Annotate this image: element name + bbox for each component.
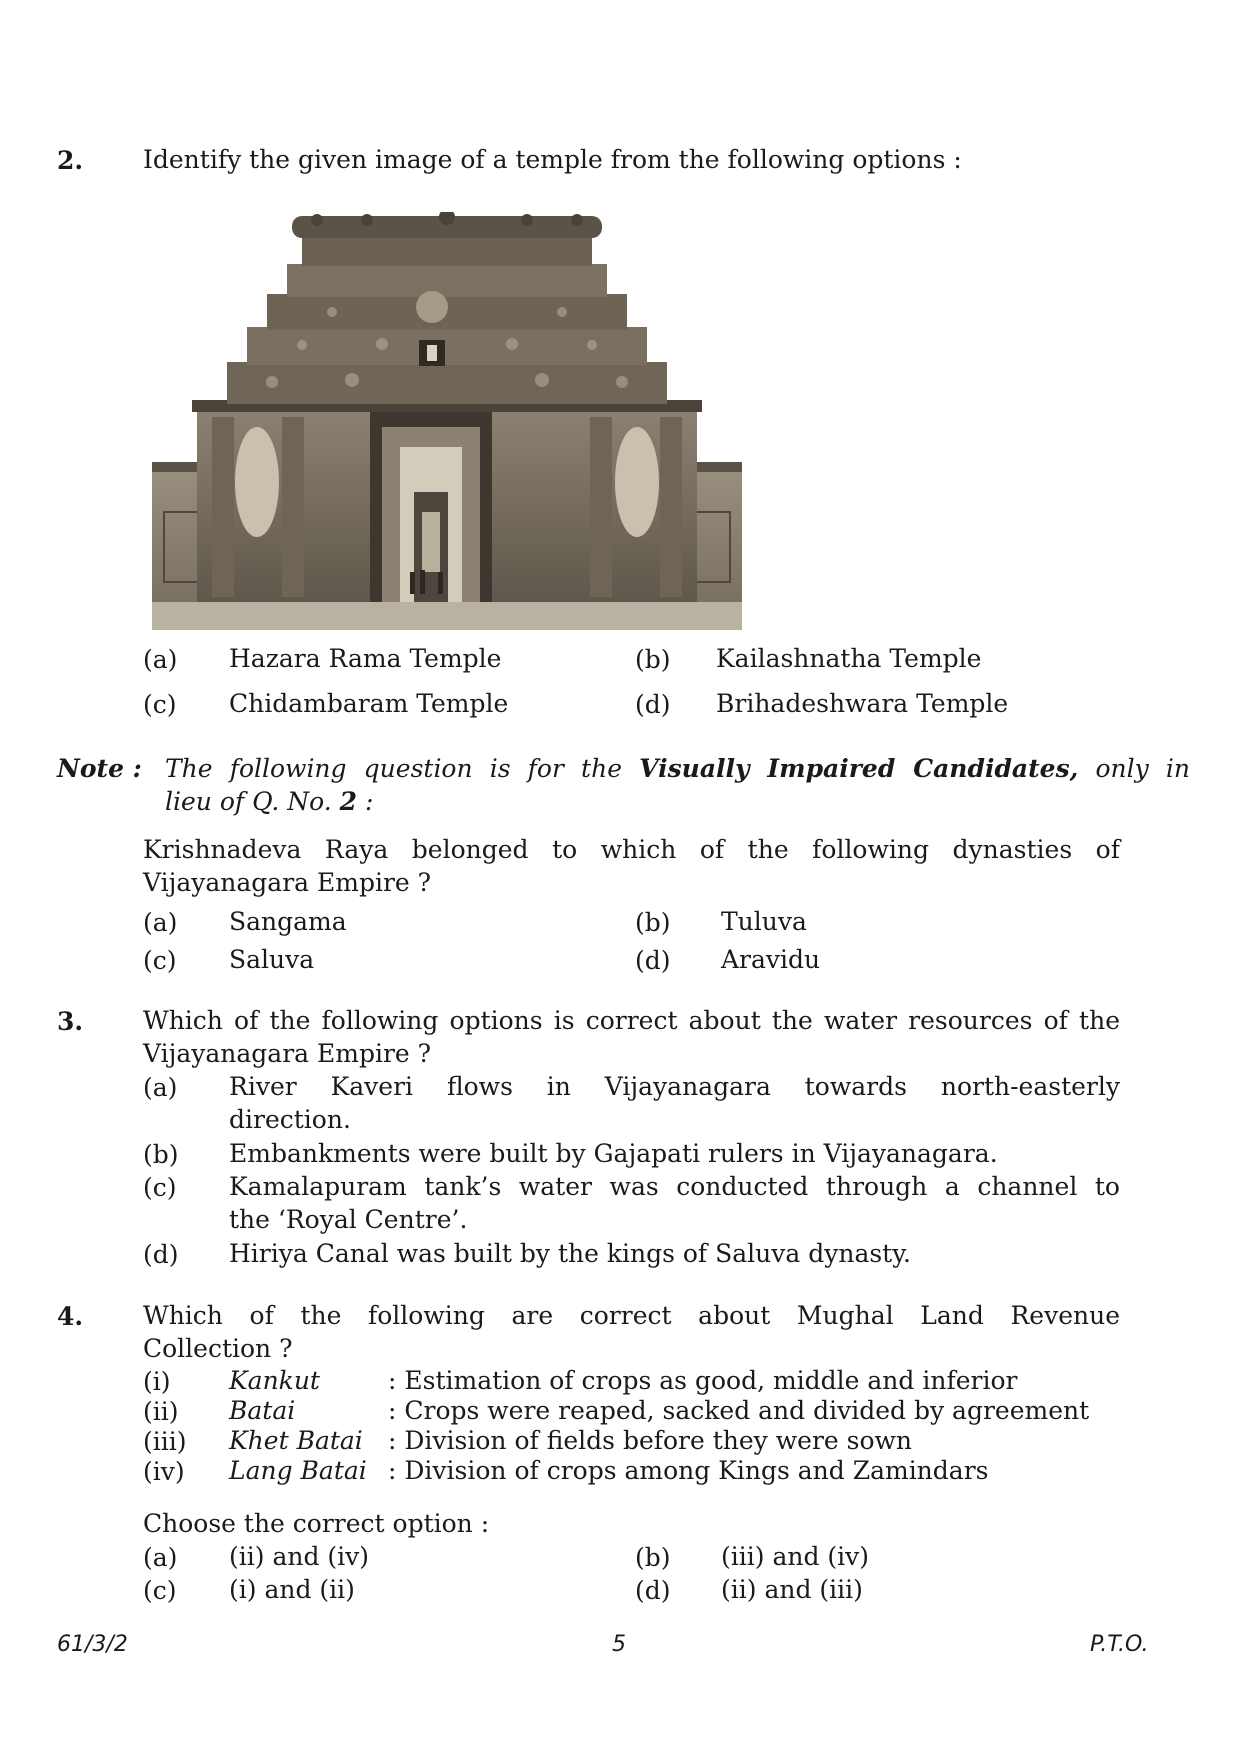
footer-pto: P.T.O.	[1090, 1632, 1149, 1657]
q4-item-iii-desc: : Division of fields before they were sown	[388, 1426, 913, 1455]
note-question-line-2: Vijayanagara Empire ?	[143, 868, 432, 897]
note-label: Note :	[57, 754, 142, 783]
note-line2-c: :	[364, 787, 374, 816]
q3-option-d-line-1: Hiriya Canal was built by the kings of Saluva dynasty.	[229, 1239, 911, 1268]
note-option-b-label: (b)	[635, 908, 671, 937]
q4-option-d-label: (d)	[635, 1576, 671, 1605]
q4-item-iv-label: (iv)	[143, 1457, 185, 1486]
q2-option-a-text: Hazara Rama Temple	[229, 644, 502, 673]
q3-option-c-line-1: Kamalapuram tank’s water was conducted through a channel to	[229, 1172, 1120, 1201]
q4-item-i-term: Kankut	[229, 1366, 320, 1395]
note-option-c-label: (c)	[143, 946, 177, 975]
q4-item-ii-desc: : Crops were reaped, sacked and divided by agreement	[388, 1396, 1090, 1425]
q4-option-a-label: (a)	[143, 1543, 178, 1572]
footer-page-number: 5	[612, 1632, 626, 1657]
q3-option-b-line-1: Embankments were built by Gajapati rulers in Vijayanagara.	[229, 1139, 998, 1168]
q2-option-d-text: Brihadeshwara Temple	[716, 689, 1009, 718]
q3-option-a-line-1: River Kaveri flows in Vijayanagara towards north-easterly	[229, 1072, 1120, 1101]
note-option-a-text: Sangama	[229, 907, 347, 936]
q4-item-i-desc: : Estimation of crops as good, middle and inferior	[388, 1366, 1018, 1395]
footer-paper-code: 61/3/2	[57, 1632, 128, 1657]
q4-option-b-label: (b)	[635, 1543, 671, 1572]
question-3-line-1: Which of the following options is correct about the water resources of the	[143, 1006, 1120, 1035]
q4-item-iii-label: (iii)	[143, 1427, 187, 1456]
q2-option-c-label: (c)	[143, 690, 177, 719]
note-line2-b: 2	[339, 787, 358, 816]
q2-option-c-text: Chidambaram Temple	[229, 689, 509, 718]
q2-option-d-label: (d)	[635, 690, 671, 719]
note-text-b: Visually Impaired Candidates,	[639, 754, 1079, 783]
q3-option-d-label: (d)	[143, 1240, 179, 1269]
question-4-number: 4.	[57, 1302, 84, 1331]
question-3-number: 3.	[57, 1007, 84, 1036]
q4-option-c-label: (c)	[143, 1576, 177, 1605]
q4-item-iii-term: Khet Batai	[229, 1426, 363, 1455]
q4-option-b-text: (iii) and (iv)	[721, 1542, 870, 1571]
q3-option-b-label: (b)	[143, 1140, 179, 1169]
note-option-b-text: Tuluva	[721, 907, 807, 936]
note-line-1	[165, 752, 1190, 785]
q4-choose-prompt: Choose the correct option :	[143, 1509, 490, 1538]
note-option-c-text: Saluva	[229, 945, 315, 974]
note-option-a-label: (a)	[143, 908, 178, 937]
temple-gopuram-image	[152, 212, 742, 630]
q2-option-a-label: (a)	[143, 645, 178, 674]
q3-option-c-label: (c)	[143, 1173, 177, 1202]
note-option-d-text: Aravidu	[721, 945, 821, 974]
q4-item-iv-term: Lang Batai	[229, 1456, 367, 1485]
q4-item-ii-term: Batai	[229, 1396, 296, 1425]
question-2-text: Identify the given image of a temple from the following options :	[143, 145, 962, 174]
note-question-line-1: Krishnadeva Raya belonged to which of the following dynasties of	[143, 835, 1120, 864]
q3-option-a-label: (a)	[143, 1073, 178, 1102]
q4-option-a-text: (ii) and (iv)	[229, 1542, 370, 1571]
q4-option-c-text: (i) and (ii)	[229, 1575, 355, 1604]
note-line-2	[165, 785, 373, 818]
q4-item-i-label: (i)	[143, 1367, 171, 1396]
question-4-line-2: Collection ?	[143, 1334, 293, 1363]
note-text-a: The following question is for the	[165, 754, 622, 783]
q4-item-ii-label: (ii)	[143, 1397, 179, 1426]
q3-option-a-line-2: direction.	[229, 1105, 351, 1134]
question-3-line-2: Vijayanagara Empire ?	[143, 1039, 432, 1068]
q4-option-d-text: (ii) and (iii)	[721, 1575, 863, 1604]
q4-item-iv-desc: : Division of crops among Kings and Zamindars	[388, 1456, 989, 1485]
note-line2-a: lieu of Q. No.	[165, 787, 332, 816]
note-option-d-label: (d)	[635, 946, 671, 975]
q2-option-b-label: (b)	[635, 645, 671, 674]
note-text-c: only in	[1095, 754, 1190, 783]
q2-option-b-text: Kailashnatha Temple	[716, 644, 982, 673]
q3-option-c-line-2: the ‘Royal Centre’.	[229, 1205, 468, 1234]
question-2-number: 2.	[57, 146, 84, 175]
question-4-line-1: Which of the following are correct about Mughal Land Revenue	[143, 1301, 1120, 1330]
